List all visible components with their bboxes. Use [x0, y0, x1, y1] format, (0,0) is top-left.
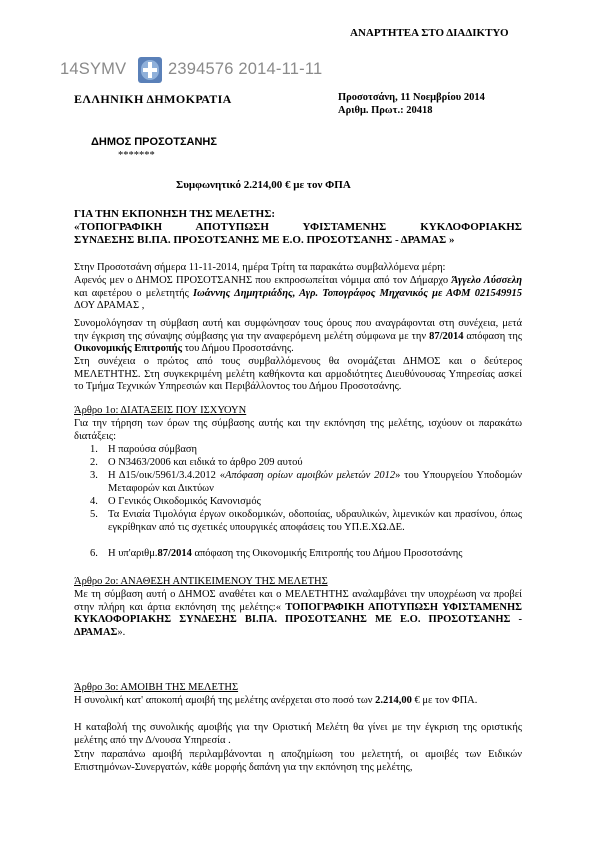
article-3-fee-paragraph: Η συνολική κατ' αποκοπή αμοιβή της μελέτης ανέρχεται στο ποσό των 2.214,00 € με τον ΦΠΑ.: [74, 695, 478, 706]
article-1-intro: Για την τήρηση των όρων της σύμβασης αυτής και την εκπόνηση της μελέτης, ισχύουν οι παρακάτω διατάξεις:: [74, 418, 522, 442]
intro-agreement-paragraph: Συνομολόγησαν τη σύμβαση αυτή και συμφώνησαν τους όρους που αναγράφονται στη συνέχεια, μετά την έγκριση της σύναψης σύμβασης για την αναφερόμενη μελέτη σύμφωνα με την 87/2014 απόφαση της Οικονομικής Επιτροπής του Δήμου Προσοτσάνης.: [74, 318, 523, 355]
intro-roles-paragraph: Στη συνέχεια ο πρώτος από τους συμβαλλόμενους θα ονομάζεται ΔΗΜΟΣ και ο δεύτερος ΜΕΛΕΤΗΤΗΣ. Στη συγκεκριμένη μελέτη καθήκοντα και αρμοδιότητες Διευθύνουσας Υπηρεσίας ασκεί το Τμήμα Τεχνικών Υπηρεσιών και Περιβάλλοντος του Δήμου Προσοτσάνης.: [74, 356, 522, 393]
subject-line-1: ΓΙΑ ΤΗΝ ΕΚΠΟΝΗΣΗ ΤΗΣ ΜΕΛΕΤΗΣ:: [74, 208, 276, 220]
municipality-name: ΔΗΜΟΣ ΠΡΟΣΟΤΣΑΝΗΣ: [91, 136, 217, 148]
greek-coat-of-arms-icon: [136, 56, 164, 84]
subject-line-2: «ΤΟΠΟΓΡΑΦΙΚΗ ΑΠΟΤΥΠΩΣΗ ΥΦΙΣΤΑΜΕΝΗΣ ΚΥΚΛΟΦΟΡΙΑΚΗΣ: [74, 221, 522, 233]
watermark-suffix: 2394576 2014-11-11: [168, 60, 323, 78]
article-2-text: Με τη σύμβαση αυτή ο ΔΗΜΟΣ αναθέτει και ο ΜΕΛΕΤΗΤΗΣ αναλαμβάνει την υποχρέωση να προβεί στην πλήρη και άρτια εκπόνηση της μελέτης:« ΤΟΠΟΓΡΑΦΙΚΗ ΑΠΟΤΥΠΩΣΗ ΥΦΙΣΤΑΜΕΝΗΣ ΚΥΚΛΟΦΟΡΙΑΚΗΣ ΣΥΝΔΕΣΗΣ ΒΙ.ΠΑ. ΠΡΟΣΟΤΣΑΝΗΣ ΜΕ Ε.Ο. ΠΡΟΣΟΤΣΑΝΗΣ - ΔΡΑΜΑΣ».: [74, 589, 522, 638]
place-date: Προσοτσάνη, 11 Νοεμβρίου 2014: [338, 92, 485, 103]
protocol-number: Αριθμ. Πρωτ.: 20418: [338, 105, 433, 116]
intro-parties-paragraph: Αφενός μεν ο ΔΗΜΟΣ ΠΡΟΣΟΤΣΑΝΗΣ που εκπροσωπείται νόμιμα από τον Δήμαρχο Άγγελο Λύσσελη και αφετέρου ο μελετητής Ιωάννης Δημητριάδης, Αγρ. Τοπογράφος Μηχανικός με ΑΦΜ 021549915 ΔΟΥ ΔΡΑΜΑΣ ,: [74, 275, 522, 312]
article-1-heading: Άρθρο 1ο: ΔΙΑΤΑΞΕΙΣ ΠΟΥ ΙΣΧΥΟΥΝ: [74, 405, 247, 416]
article-3-inclusions-paragraph: Στην παραπάνω αμοιβή περιλαμβάνονται η αποζημίωση του μελετητή, οι αμοιβές των Ειδικών Επιστημόνων-Συνεργατών, κάθε μορφής δαπάνη για την εκπόνηση της μελέτης,: [74, 749, 522, 773]
intro-date-paragraph: Στην Προσοτσάνη σήμερα 11-11-2014, ημέρα Τρίτη τα παρακάτω συμβαλλόμενα μέρη:: [74, 262, 446, 273]
article-3-payment-paragraph: Η καταβολή της συνολικής αμοιβής για την Οριστική Μελέτη θα γίνει με την έγκριση της οριστικής μελέτης από την Δ/νουσα Υπηρεσία .: [74, 722, 522, 746]
decision-number: 87/2014: [429, 330, 464, 342]
committee-name: Οικονομικής Επιτροπής: [74, 343, 183, 355]
stars-divider: *******: [118, 150, 155, 161]
country-name: ΕΛΛΗΝΙΚΗ ΔΗΜΟΚΡΑΤΙΑ: [74, 92, 232, 106]
contract-title: Συμφωνητικό 2.214,00 € με τον ΦΠΑ: [176, 179, 351, 191]
watermark-prefix: 14SYMV: [60, 60, 127, 78]
engineer-name: Ιωάννης Δημητριάδης, Αγρ. Τοπογράφος Μηχανικός με ΑΦΜ 021549915: [193, 287, 522, 299]
mayor-name: Άγγελο Λύσσελη: [451, 275, 522, 286]
publish-notice: ΑΝΑΡΤΗΤΕΑ ΣΤΟ ΔΙΑΔΙΚΤΥΟ: [350, 27, 509, 39]
article-3-heading: Άρθρο 3ο: ΑΜΟΙΒΗ ΤΗΣ ΜΕΛΕΤΗΣ: [74, 682, 239, 693]
article-2-heading: Άρθρο 2ο: ΑΝΑΘΕΣΗ ΑΝΤΙΚΕΙΜΕΝΟΥ ΤΗΣ ΜΕΛΕΤΗΣ: [74, 576, 328, 587]
fee-amount: 2.214,00: [375, 695, 412, 706]
subject-line-3: ΣΥΝΔΕΣΗΣ ΒΙ.ΠΑ. ΠΡΟΣΟΤΣΑΝΗΣ ΜΕ Ε.Ο. ΠΡΟΣΟΤΣΑΝΗΣ - ΔΡΑΜΑΣ »: [74, 234, 455, 246]
